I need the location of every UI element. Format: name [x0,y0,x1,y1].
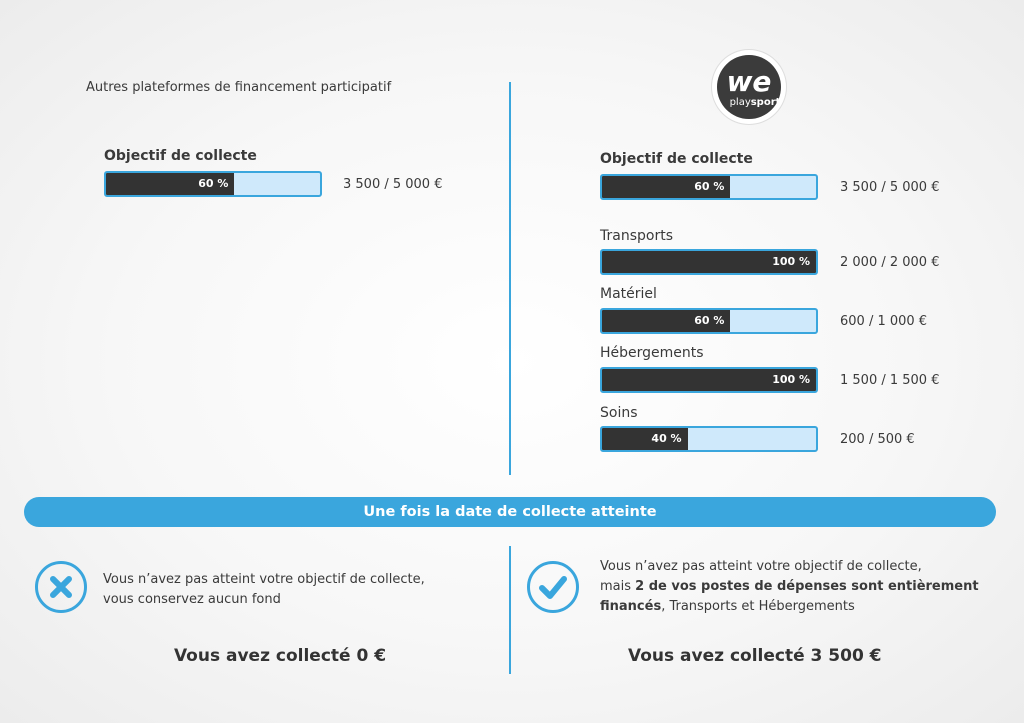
hebergements-label: Hébergements [600,345,704,361]
soins-label: Soins [600,405,638,421]
weplaysport-logo [712,50,786,124]
left-total-collected: Vous avez collecté 0 € [173,646,387,666]
left-outcome-line1: Vous n’avez pas atteint votre objectif de collecte, [103,572,425,587]
right-outcome-line3: financés, Transports et Hébergements [600,599,855,614]
materiel-amount: 600 / 1 000 € [840,314,928,329]
transports-label: Transports [600,228,673,244]
left-outcome-line2: vous conservez aucun fond [103,592,281,607]
svg-text:we: we [726,65,772,98]
hebergements-progress-bar [600,367,818,393]
left-goal-amount: 3 500 / 5 000 € [343,177,443,192]
right-total-collected: Vous avez collecté 3 500 € [628,646,882,666]
progress-percent-label: 60 % [198,177,229,190]
progress-percent-label: 60 % [694,314,725,327]
right-outcome-line2: mais 2 de vos postes de dépenses sont entièrement [600,579,979,594]
column-divider-top [509,82,511,475]
failure-circle [35,561,87,613]
progress-percent-label: 40 % [651,432,682,445]
logo-mark [717,55,781,119]
svg-text:playsport: playsport [729,97,781,108]
right-goal-amount: 3 500 / 5 000 € [840,180,940,195]
progress-percent-label: 60 % [694,180,725,193]
checkmark-icon [530,564,576,610]
right-goal-progress-bar [600,174,818,200]
right-goal-label: Objectif de collecte [600,151,753,167]
left-heading: Autres plateformes de financement participatif [86,80,392,95]
right-outcome-line1: Vous n’avez pas atteint votre objectif de collecte, [600,559,922,574]
soins-progress-bar [600,426,818,452]
progress-percent-label: 100 % [772,373,810,386]
materiel-progress-bar [600,308,818,334]
left-outcome-message [103,570,425,610]
transports-amount: 2 000 / 2 000 € [840,255,940,270]
progress-percent-label: 100 % [772,255,810,268]
materiel-label: Matériel [600,286,657,302]
success-circle [527,561,579,613]
left-goal-progress-bar [104,171,322,197]
column-divider-bottom [509,546,511,674]
soins-amount: 200 / 500 € [840,432,915,447]
right-outcome-message [600,557,979,617]
transports-progress-bar [600,249,818,275]
close-icon [38,564,84,610]
left-goal-label: Objectif de collecte [104,148,257,164]
deadline-banner: Une fois la date de collecte atteinte [24,497,996,527]
hebergements-amount: 1 500 / 1 500 € [840,373,940,388]
